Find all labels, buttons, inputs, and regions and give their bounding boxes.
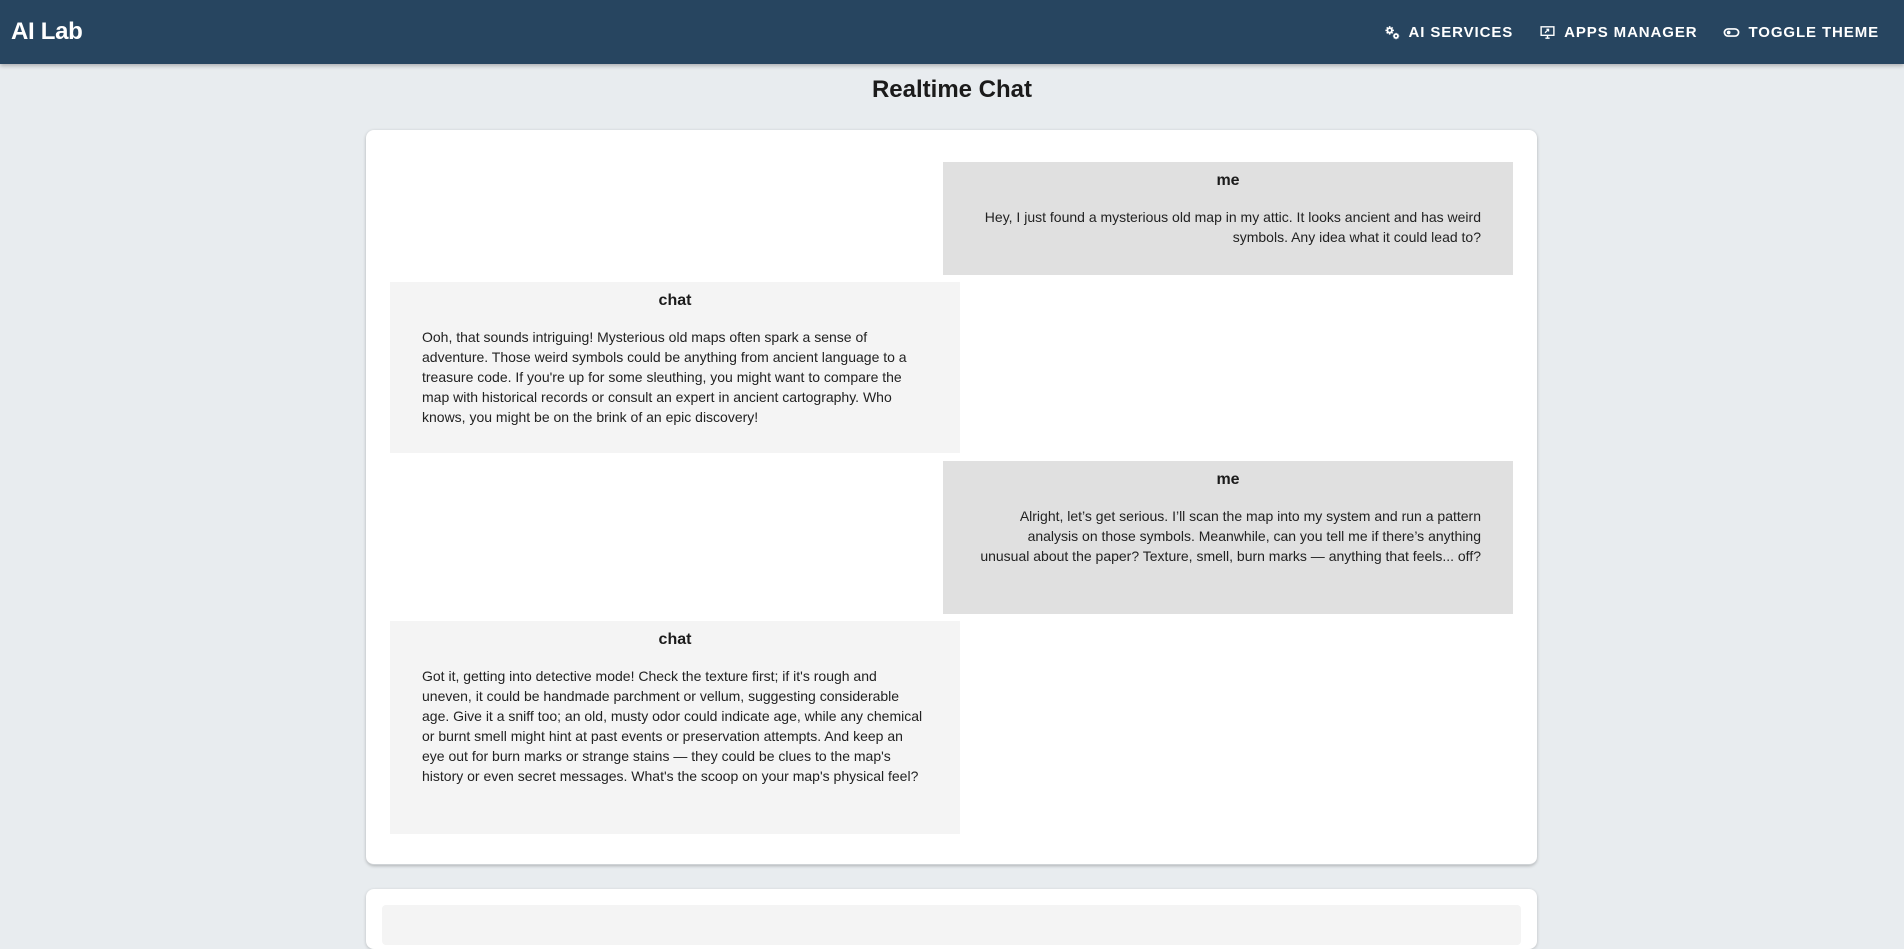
chat-log: [366, 130, 1537, 865]
monitor-icon: [1539, 24, 1556, 41]
gears-icon: [1384, 24, 1401, 41]
message-text: Hey, I just found a mysterious old map in my attic. It looks ancient and has weird symbols. Any idea what it could lead to?: [984, 209, 1481, 245]
message-text: Got it, getting into detective mode! Check the texture first; if it's rough and uneven, it could be handmade parchment or vellum, suggesting considerable age. Give it a sniff too; an old, musty odor could indicate age, while any chemical or burnt smell might hint at past events or preservation attempts. And keep an eye out for burn marks or strange stains — they could be clues to the map's history or even secret messages. What's the scoop on your map's physical feel?: [422, 668, 923, 784]
page-title: Realtime Chat: [871, 76, 1033, 103]
toggle-theme-button[interactable]: [1710, 12, 1892, 52]
message-input[interactable]: [382, 905, 1521, 945]
message-sender: chat: [658, 292, 692, 309]
apps-manager-label: APPS MANAGER: [1564, 23, 1698, 41]
message-sender: me: [1216, 471, 1240, 488]
toggle-theme-label: TOGGLE THEME: [1748, 23, 1879, 41]
message-sender: me: [1216, 172, 1240, 189]
top-nav: [1371, 0, 1893, 64]
message-chat: [390, 621, 960, 834]
message-chat: [390, 282, 960, 453]
message-composer: [366, 889, 1537, 949]
toggle-icon: [1723, 24, 1740, 41]
apps-manager-button[interactable]: [1526, 12, 1710, 52]
message-text: Alright, let’s get serious. I’ll scan the map into my system and run a pattern analysis on those symbols. Meanwhile, can you tell me if there’s anything unusual about the paper? Texture, smell, burn marks — anything that feels... off?: [980, 508, 1481, 564]
message-text: Ooh, that sounds intriguing! Mysterious old maps often spark a sense of adventure. Those weird symbols could be anything from ancient language to a treasure code. If you're up for some sleuthing, you might want to compare the map with historical records or consult an expert in ancient cartography. Who knows, you might be on the brink of an epic discovery!: [422, 329, 907, 425]
app-title[interactable]: AI Lab: [11, 18, 83, 45]
message-sender: chat: [658, 631, 692, 648]
message-me: [943, 162, 1513, 275]
app-bar: [0, 0, 1904, 64]
ai-services-button[interactable]: [1371, 12, 1527, 52]
message-me: [943, 461, 1513, 614]
ai-services-label: AI SERVICES: [1408, 23, 1514, 41]
